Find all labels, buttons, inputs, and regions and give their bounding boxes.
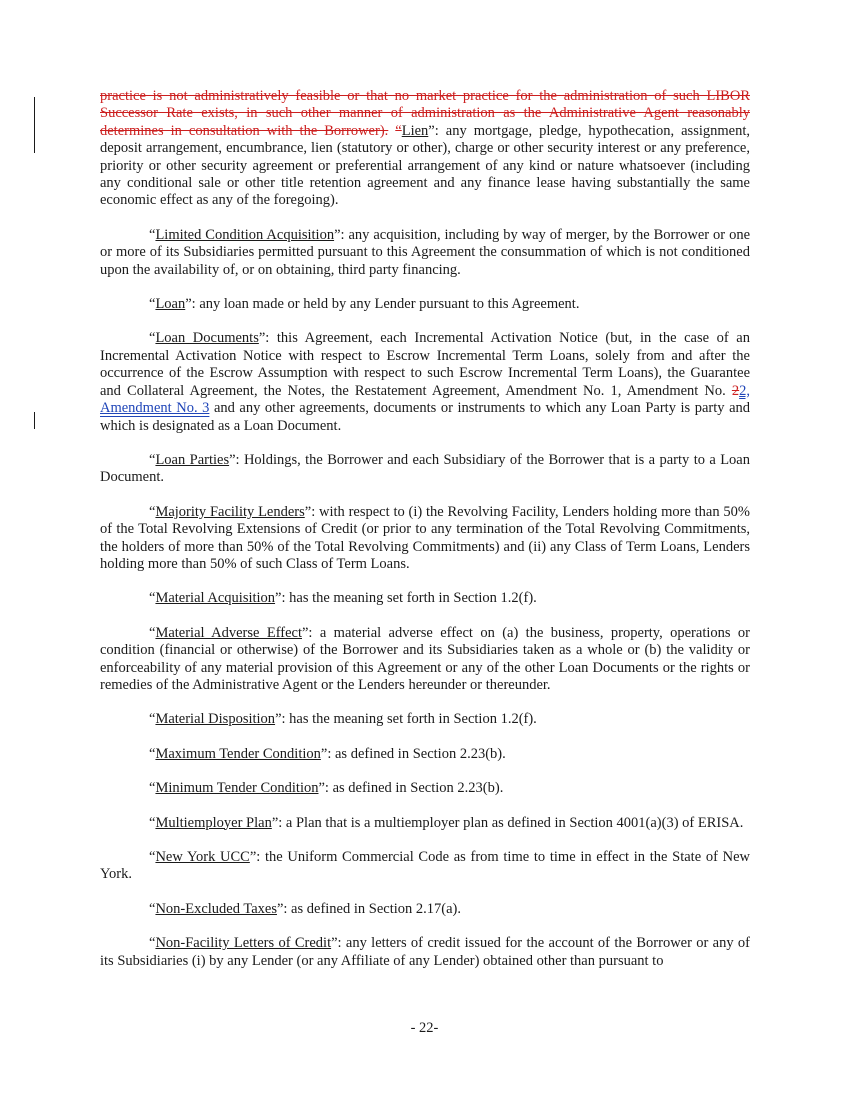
defined-term: Material Adverse Effect <box>155 624 302 641</box>
change-bar <box>34 97 35 153</box>
defined-term: Majority Facility Lenders <box>155 503 305 520</box>
defined-term: Minimum Tender Condition <box>155 780 319 797</box>
definition-loan: “Loan”: any loan made or held by any Lender pursuant to this Agreement. <box>149 296 580 313</box>
deleted-text: 2 <box>731 382 740 399</box>
defined-term: Loan Parties <box>155 451 230 468</box>
definition-multiemployer-plan: “Multiemployer Plan”: a Plan that is a multiemployer plan as defined in Section 4001(a)(3) of ERISA. <box>149 814 744 831</box>
definition-material-adverse-effect: “Material Adverse Effect”: a material adverse effect on (a) the business, property, operations or condition (financial or otherwise) of the Borrower and its Subsidiaries taken as a whole or (b) the validity or enforceability of any material provision of this Agreement or any of the other Loan Documents or the rights or remedies of the Administrative Agent or the Lenders hereunder or thereunder. <box>100 624 750 693</box>
definition-text: ”: the Uniform Commercial Code as from time to time in effect in the State of New York. <box>100 849 750 883</box>
definition-non-facility-letters-of-credit: “Non-Facility Letters of Credit”: any letters of credit issued for the account of the Borrower or any of its Subsidiaries (i) by any Lender (or any Affiliate of any Lender) obtained other than pursuant to <box>100 935 751 969</box>
defined-term: Multiemployer Plan <box>155 814 272 831</box>
definition-text: ”: any loan made or held by any Lender pursuant to this Agreement. <box>185 296 580 313</box>
definition-minimum-tender-condition: “Minimum Tender Condition”: as defined in Section 2.23(b). <box>149 780 504 797</box>
definition-majority-facility-lenders: “Majority Facility Lenders”: with respect to (i) the Revolving Facility, Lenders holding more than 50% of the Total Revolving Extensions of Credit (or prior to any termination of the Total Revolving Commitments, the holders of more than 50% of the Total Revolving Commitments) and (ii) any Class of Term Loans, Lenders holding more than 50% of such Class of Term Loans. <box>100 503 750 572</box>
definition-text: ”: with respect to (i) the Revolving Facility, Lenders holding more than 50% of the Total Revolving Extensions of Credit (or prior to any termination of the Total Revolving Commitments, the holders of more than 50% of the Total Revolving Commitments) and (ii) any Class of Term Loans, Lenders holding more than 50% of such Class of Term Loans. <box>100 503 750 572</box>
definition-text: ”: any letters of credit issued for the account of the Borrower or any of its Subsidiaries (i) by any Lender (or any Affiliate of any Lender) obtained other than pursuant to <box>100 935 751 969</box>
definition-text: ”: as defined in Section 2.17(a). <box>276 900 461 917</box>
definition-non-excluded-taxes: “Non-Excluded Taxes”: as defined in Section 2.17(a). <box>149 900 461 917</box>
inserted-text: 2, Amendment No. 3 <box>100 382 750 417</box>
definition-text: ”: has the meaning set forth in Section 1.2(f). <box>275 711 537 728</box>
definition-material-disposition: “Material Disposition”: has the meaning set forth in Section 1.2(f). <box>149 711 537 728</box>
definition-text: and any other agreements, documents or instruments to which any Loan Party is party and which is designated as a Loan Document. <box>100 400 751 434</box>
definition-limited-condition-acquisition: “Limited Condition Acquisition”: any acquisition, including by way of merger, by the Borrower or one or more of its Subsidiaries permitted pursuant to this Agreement the consummation of which is not conditioned upon the availability of, or on obtaining, third party financing. <box>100 226 751 278</box>
change-bar <box>34 412 35 429</box>
definition-text: ”: any mortgage, pledge, hypothecation, assignment, deposit arrangement, encumbrance, lien (statutory or other), charge or other security interest or any preference, priority or other security agreement or preferential arrangement of any kind or nature whatsoever (including any conditional sale or other title retention agreement and any finance lease having substantially the same economic effect as any of the foregoing). <box>100 122 750 209</box>
definition-text: ”: a Plan that is a multiemployer plan as defined in Section 4001(a)(3) of ERISA. <box>271 814 744 831</box>
deleted-quote: “ <box>395 122 402 139</box>
definition-text: ”: as defined in Section 2.23(b). <box>318 780 504 797</box>
definition-loan-documents: “Loan Documents”: this Agreement, each Incremental Activation Notice (but, in the case of an Incremental Activation Notice with respect to Escrow Incremental Term Loans, solely from and after the occurrence of the Escrow Assumption with respect to such Escrow Incremental Term Loans), the Guarantee and Collateral Agreement, the Notes, the Restatement Agreement, Amendment No. 1, Amendment No. 22, Amendment No. 3 and any other agreements, documents or instruments to which any Loan Party is party and which is designated as a Loan Document. <box>100 330 751 434</box>
definition-new-york-ucc: “New York UCC”: the Uniform Commercial Code as from time to time in effect in the State of New York. <box>100 849 750 883</box>
definition-text: ”: this Agreement, each Incremental Activation Notice (but, in the case of an Incremental Activation Notice with respect to Escrow Incremental Term Loans, solely from and after the occurrence of the Escrow Assumption with respect to such Escrow Incremental Term Loans), the Guarantee and Collateral Agreement, the Notes, the Restatement Agreement, Amendment No. 1, Amendment No. <box>100 330 750 399</box>
defined-term: Non-Excluded Taxes <box>155 900 277 917</box>
defined-term: Maximum Tender Condition <box>155 745 321 762</box>
definition-text: ”: has the meaning set forth in Section 1.2(f). <box>275 590 537 607</box>
defined-term: Loan Documents <box>155 330 259 347</box>
defined-term: Lien <box>401 122 429 139</box>
definition-loan-parties: “Loan Parties”: Holdings, the Borrower and each Subsidiary of the Borrower that is a party to a Loan Document. <box>100 451 750 486</box>
defined-term: Material Acquisition <box>155 590 276 607</box>
definition-material-acquisition: “Material Acquisition”: has the meaning set forth in Section 1.2(f). <box>149 590 537 607</box>
definition-text: ”: any acquisition, including by way of merger, by the Borrower or one or more of its Subsidiaries permitted pursuant to this Agreement the consummation of which is not conditioned upon the availability of, or on obtaining, third party financing. <box>100 226 751 278</box>
definition-text: ”: Holdings, the Borrower and each Subsidiary of the Borrower that is a party to a Loan Document. <box>100 451 750 486</box>
definition-lien <box>100 88 750 210</box>
definition-text: ”: a material adverse effect on (a) the business, property, operations or condition (financial or otherwise) of the Borrower and its Subsidiaries taken as a whole or (b) the validity or enforceability of any material provision of this Agreement or any of the other Loan Documents or the rights or remedies of the Administrative Agent or the Lenders hereunder or thereunder. <box>100 624 750 693</box>
defined-term: Loan <box>155 296 186 313</box>
definition-text: ”: as defined in Section 2.23(b). <box>320 745 506 762</box>
deleted-text: practice is not administratively feasible or that no market practice for the administration of such LIBOR Successor Rate exists, in such other manner of administration as the Administrative Agent reasonably determines in consultation with the Borrower). <box>100 88 750 139</box>
defined-term: Limited Condition Acquisition <box>155 226 335 243</box>
defined-term: New York UCC <box>155 849 250 865</box>
definition-maximum-tender-condition: “Maximum Tender Condition”: as defined in Section 2.23(b). <box>149 745 506 762</box>
page-number: - 22- <box>410 1020 439 1036</box>
defined-term: Material Disposition <box>155 711 276 728</box>
defined-term: Non-Facility Letters of Credit <box>155 935 332 952</box>
document-page <box>100 88 750 987</box>
